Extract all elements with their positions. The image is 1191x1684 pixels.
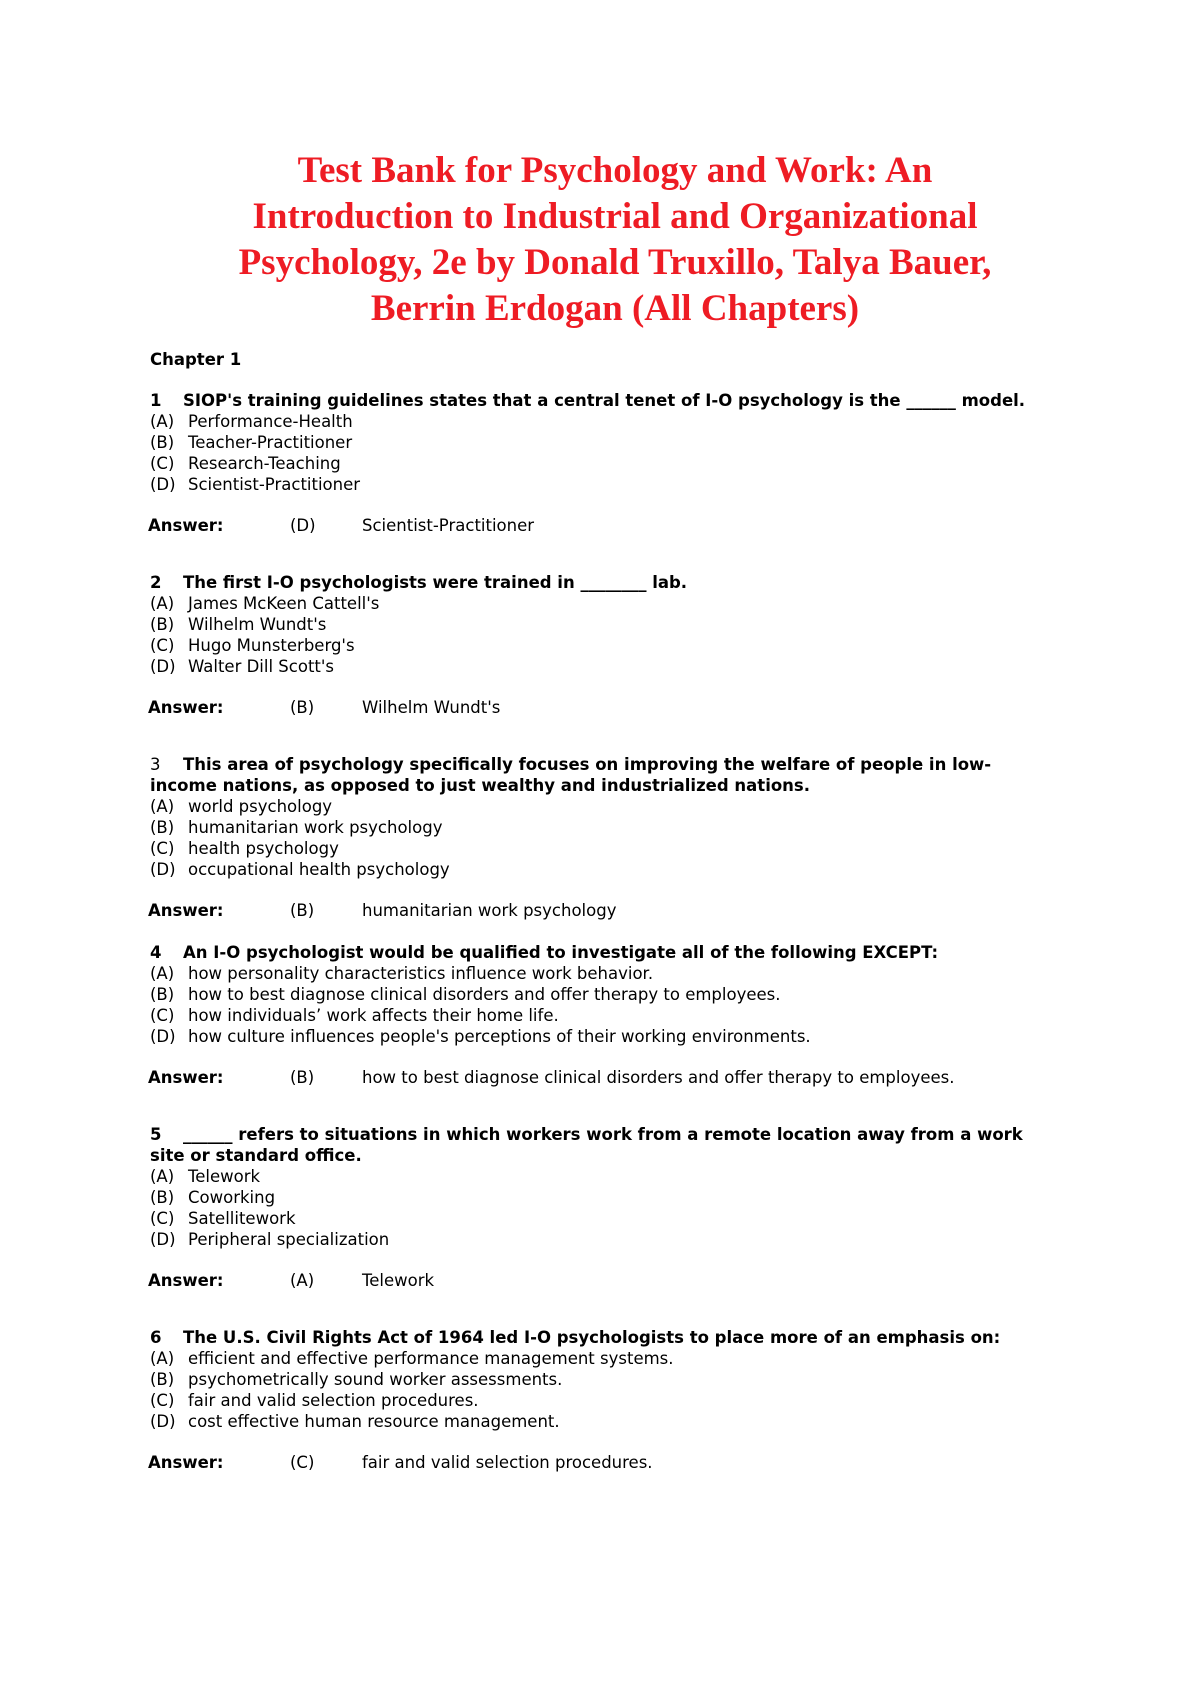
question-3	[150, 754, 1050, 921]
option-text: Coworking	[188, 1188, 276, 1207]
option-list	[150, 796, 1050, 880]
option-letter: (D)	[150, 1027, 176, 1046]
option-letter: (C)	[150, 1209, 175, 1228]
option-letter: (D)	[150, 1230, 176, 1249]
answer-text: Telework	[362, 1271, 435, 1290]
option-item	[150, 453, 1050, 474]
title-line: Berrin Erdogan (All Chapters)	[370, 288, 860, 329]
option-letter: (B)	[150, 615, 175, 634]
answer-letter: (B)	[290, 1068, 315, 1087]
question-stem	[150, 572, 1050, 593]
option-letter: (A)	[150, 964, 175, 983]
option-text: Hugo Munsterberg's	[188, 636, 355, 655]
option-letter: (B)	[150, 1370, 175, 1389]
option-text: psychometrically sound worker assessments.	[188, 1370, 563, 1389]
question-text: This area of psychology specifically focuses on improving the welfare of people in low-income nations, as opposed to just wealthy and industrialized nations.	[150, 755, 992, 795]
option-text: how culture influences people's perceptions of their working environments.	[188, 1027, 811, 1046]
answer-label: Answer:	[148, 901, 224, 920]
option-text: how to best diagnose clinical disorders and offer therapy to employees.	[188, 985, 781, 1004]
option-text: Research-Teaching	[188, 454, 341, 473]
option-item	[150, 1166, 1050, 1187]
answer-label: Answer:	[148, 516, 224, 535]
option-text: efficient and effective performance management systems.	[188, 1349, 674, 1368]
question-stem	[150, 754, 1050, 796]
option-text: fair and valid selection procedures.	[188, 1391, 479, 1410]
answer-letter: (B)	[290, 698, 315, 717]
question-stem	[150, 390, 1050, 411]
option-item	[150, 1390, 1050, 1411]
option-letter: (C)	[150, 839, 175, 858]
answer-letter: (A)	[290, 1271, 315, 1290]
option-item	[150, 984, 1050, 1005]
option-letter: (C)	[150, 454, 175, 473]
chapter-heading: Chapter 1	[150, 350, 242, 369]
answer-text: humanitarian work psychology	[362, 901, 617, 920]
option-item	[150, 1369, 1050, 1390]
title-line: Psychology, 2e by Donald Truxillo, Talya Bauer,	[238, 242, 992, 283]
option-letter: (C)	[150, 1006, 175, 1025]
option-item	[150, 796, 1050, 817]
question-text: An I-O psychologist would be qualified to investigate all of the following EXCEPT:	[183, 943, 939, 962]
answer-text: fair and valid selection procedures.	[362, 1453, 653, 1472]
option-item	[150, 1348, 1050, 1369]
option-item	[150, 1026, 1050, 1047]
question-number: 5	[150, 1125, 162, 1144]
option-item	[150, 432, 1050, 453]
option-letter: (D)	[150, 657, 176, 676]
option-text: how individuals’ work affects their home life.	[188, 1006, 559, 1025]
option-item	[150, 1005, 1050, 1026]
option-text: Telework	[188, 1167, 261, 1186]
answer-text: Scientist-Practitioner	[362, 516, 535, 535]
option-list	[150, 593, 1050, 677]
option-text: Peripheral specialization	[188, 1230, 390, 1249]
answer-letter: (B)	[290, 901, 315, 920]
option-item	[150, 635, 1050, 656]
option-letter: (C)	[150, 1391, 175, 1410]
option-text: James McKeen Cattell's	[188, 594, 380, 613]
option-letter: (D)	[150, 1412, 176, 1431]
option-letter: (A)	[150, 797, 175, 816]
question-4	[150, 942, 1050, 1088]
question-text: SIOP's training guidelines states that a central tenet of I-O psychology is the ______ model.	[183, 391, 1026, 410]
question-number: 2	[150, 573, 162, 592]
document-title	[130, 148, 1100, 332]
question-text: The U.S. Civil Rights Act of 1964 led I-O psychologists to place more of an emphasis on:	[183, 1328, 1001, 1347]
document-body	[150, 349, 1050, 1473]
question-1	[150, 390, 1050, 536]
option-text: Walter Dill Scott's	[188, 657, 335, 676]
option-item	[150, 593, 1050, 614]
option-text: Satellitework	[188, 1209, 296, 1228]
question-6	[150, 1327, 1050, 1473]
option-item	[150, 1187, 1050, 1208]
option-text: Scientist-Practitioner	[188, 475, 361, 494]
option-text: Performance-Health	[188, 412, 353, 431]
answer-text: how to best diagnose clinical disorders and offer therapy to employees.	[362, 1068, 955, 1087]
option-letter: (A)	[150, 1167, 175, 1186]
question-number: 4	[150, 943, 162, 962]
answer-line	[148, 1270, 1050, 1291]
option-list	[150, 1348, 1050, 1432]
answer-line	[148, 515, 1050, 536]
question-2	[150, 572, 1050, 718]
option-text: cost effective human resource management.	[188, 1412, 560, 1431]
option-item	[150, 963, 1050, 984]
option-list	[150, 1166, 1050, 1250]
question-stem	[150, 1124, 1050, 1166]
question-number: 3	[150, 755, 161, 774]
option-text: humanitarian work psychology	[188, 818, 443, 837]
answer-line	[148, 1067, 1050, 1088]
option-list	[150, 963, 1050, 1047]
option-letter: (D)	[150, 860, 176, 879]
title-line: Introduction to Industrial and Organizational	[252, 196, 978, 237]
answer-text: Wilhelm Wundt's	[362, 698, 501, 717]
option-letter: (C)	[150, 636, 175, 655]
option-item	[150, 1229, 1050, 1250]
option-letter: (B)	[150, 1188, 175, 1207]
option-text: health psychology	[188, 839, 339, 858]
option-item	[150, 817, 1050, 838]
option-item	[150, 614, 1050, 635]
option-item	[150, 411, 1050, 432]
answer-label: Answer:	[148, 698, 224, 717]
question-text: ______ refers to situations in which workers work from a remote location away from a work site or standard office.	[150, 1125, 1023, 1165]
option-text: world psychology	[188, 797, 333, 816]
option-item	[150, 1411, 1050, 1432]
option-letter: (D)	[150, 475, 176, 494]
answer-letter: (D)	[290, 516, 316, 535]
question-number: 6	[150, 1328, 162, 1347]
option-text: occupational health psychology	[188, 860, 450, 879]
title-line: Test Bank for Psychology and Work: An	[297, 150, 933, 191]
option-item	[150, 474, 1050, 495]
option-letter: (B)	[150, 818, 175, 837]
question-number: 1	[150, 391, 162, 410]
option-list	[150, 411, 1050, 495]
question-5	[150, 1124, 1050, 1291]
option-text: Teacher-Practitioner	[188, 433, 353, 452]
option-letter: (A)	[150, 412, 175, 431]
question-stem	[150, 942, 1050, 963]
option-letter: (A)	[150, 1349, 175, 1368]
option-item	[150, 656, 1050, 677]
answer-label: Answer:	[148, 1068, 224, 1087]
answer-label: Answer:	[148, 1453, 224, 1472]
question-stem	[150, 1327, 1050, 1348]
option-item	[150, 859, 1050, 880]
option-text: how personality characteristics influence work behavior.	[188, 964, 654, 983]
option-letter: (B)	[150, 433, 175, 452]
answer-label: Answer:	[148, 1271, 224, 1290]
answer-line	[148, 1452, 1050, 1473]
option-letter: (B)	[150, 985, 175, 1004]
answer-letter: (C)	[290, 1453, 315, 1472]
answer-line	[148, 697, 1050, 718]
option-item	[150, 1208, 1050, 1229]
option-item	[150, 838, 1050, 859]
answer-line	[148, 900, 1050, 921]
option-letter: (A)	[150, 594, 175, 613]
question-text: The first I-O psychologists were trained in ________ lab.	[183, 573, 688, 592]
option-text: Wilhelm Wundt's	[188, 615, 327, 634]
